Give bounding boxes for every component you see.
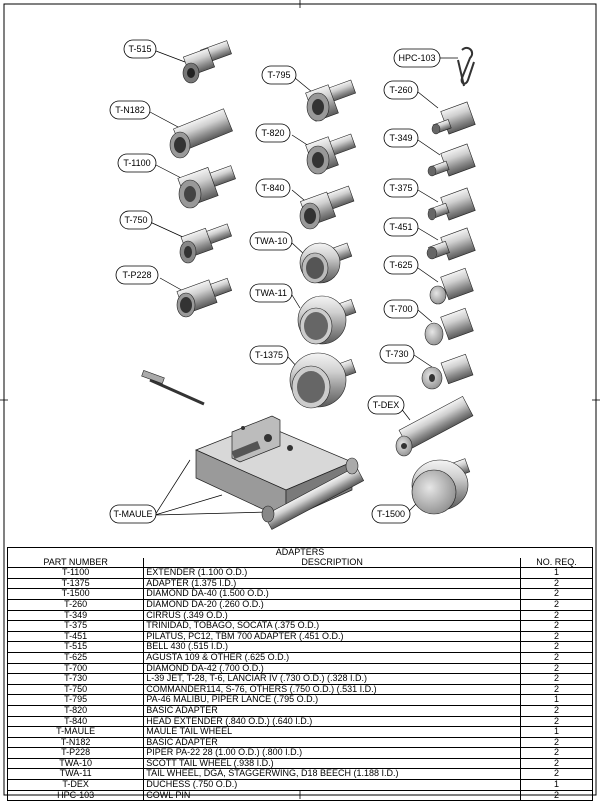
cell-no-req: 2 [520, 705, 592, 716]
cell-part-number: TWA-10 [8, 758, 144, 769]
cell-part-number: T-730 [8, 674, 144, 685]
callout-t820: T-820 [261, 128, 285, 138]
cell-no-req: 2 [520, 621, 592, 632]
cell-part-number: T-515 [8, 642, 144, 653]
cell-no-req: 1 [520, 695, 592, 706]
cell-part-number: T-349 [8, 610, 144, 621]
table-row [8, 610, 593, 621]
cell-no-req: 2 [520, 610, 592, 621]
cell-description: PILATUS, PC12, TBM 700 ADAPTER (.451 O.D.) [144, 631, 521, 642]
cell-description: DUCHESS (.750 O.D.) [144, 780, 521, 791]
part-t795 [306, 80, 356, 121]
callout-t750: T-750 [124, 215, 148, 225]
part-hpc103 [458, 48, 474, 86]
cell-part-number: HPC-103 [8, 790, 144, 801]
part-tn182 [170, 109, 233, 158]
cell-description: SCOTT TAIL WHEEL (.938 I.D.) [144, 758, 521, 769]
part-twa11 [298, 296, 356, 344]
part-t515 [183, 41, 232, 83]
cell-description: CIRRUS (.349 O.D.) [144, 610, 521, 621]
cell-part-number: T-700 [8, 663, 144, 674]
table-body [8, 568, 593, 801]
callout-t451: T-451 [389, 222, 413, 232]
table-row [8, 727, 593, 738]
cell-description: BELL 430 (.515 I.D.) [144, 642, 521, 653]
cell-no-req: 2 [520, 663, 592, 674]
callout-t840: T-840 [261, 183, 285, 193]
callout-tdex: T-DEX [372, 400, 400, 410]
cell-description: TAIL WHEEL, DGA, STAGGERWING, D18 BEECH (1.188 I.D.) [144, 769, 521, 780]
callout-t795: T-795 [267, 70, 291, 80]
callout-t515: T-515 [128, 44, 152, 54]
cell-no-req: 2 [520, 684, 592, 695]
cell-no-req: 2 [520, 748, 592, 759]
cell-no-req: 2 [520, 674, 592, 685]
cell-no-req: 1 [520, 568, 592, 579]
part-tp228 [177, 278, 232, 317]
table-row [8, 599, 593, 610]
table-title: ADAPTERS [8, 548, 593, 558]
callout-t1100: T-1100 [123, 158, 151, 168]
cell-description: PIPER PA-22 28 (1.00 O.D.) (.800 I.D.) [144, 748, 521, 759]
cell-description: AGUSTA 109 & OTHER (.625 O.D.) [144, 652, 521, 663]
callout-t625: T-625 [389, 260, 413, 270]
callout-t260: T-260 [389, 85, 413, 95]
part-t730 [422, 354, 473, 389]
cell-no-req: 2 [520, 758, 592, 769]
part-t700 [425, 308, 473, 345]
cell-part-number: T-451 [8, 631, 144, 642]
callout-t1375: T-1375 [254, 350, 284, 360]
cell-part-number: T-1375 [8, 578, 144, 589]
table-row [8, 705, 593, 716]
callout-t1500: T-1500 [376, 509, 406, 519]
cell-no-req: 1 [520, 727, 592, 738]
cell-description: DIAMOND DA-20 (.260 O.D.) [144, 599, 521, 610]
cell-description: TRINIDAD, TOBAGO, SOCATA (.375 O.D.) [144, 621, 521, 632]
part-t820 [306, 134, 356, 174]
table-row [8, 695, 593, 706]
cell-no-req: 2 [520, 631, 592, 642]
cell-part-number: T-820 [8, 705, 144, 716]
cell-no-req: 2 [520, 642, 592, 653]
cell-description: BASIC ADAPTER [144, 705, 521, 716]
header-no-req: NO. REQ. [520, 558, 592, 568]
cell-no-req: 2 [520, 769, 592, 780]
callout-t375: T-375 [389, 183, 413, 193]
cell-part-number: T-840 [8, 716, 144, 727]
table-row [8, 758, 593, 769]
cell-description: BASIC ADAPTER [144, 737, 521, 748]
cell-no-req: 2 [520, 578, 592, 589]
callout-tmaule: T-MAULE [113, 509, 153, 519]
table-row [8, 684, 593, 695]
cell-description: HEAD EXTENDER (.840 O.D.) (.640 I.D.) [144, 716, 521, 727]
cell-no-req: 2 [520, 790, 592, 801]
table-row [8, 748, 593, 759]
part-t1100 [178, 166, 236, 208]
part-t750 [180, 224, 232, 263]
cell-no-req: 2 [520, 599, 592, 610]
part-t260 [432, 102, 475, 134]
table-row [8, 663, 593, 674]
cell-description: COMMANDER114, S-76, OTHERS (.750 O.D.) (.531 I.D.) [144, 684, 521, 695]
cell-description: DIAMOND DA-42 (.700 O.D.) [144, 663, 521, 674]
table-row [8, 578, 593, 589]
part-t451 [427, 228, 475, 260]
cell-no-req: 2 [520, 589, 592, 600]
header-description: DESCRIPTION [144, 558, 521, 568]
callout-t700: T-700 [389, 304, 413, 314]
part-t375 [428, 188, 475, 220]
cell-description: ADAPTER (1.375 I.D.) [144, 578, 521, 589]
cell-no-req: 1 [520, 780, 592, 791]
table-row [8, 790, 593, 801]
table-row [8, 568, 593, 579]
cell-description: L-39 JET, T-28, T-6, LANCIAR IV (.730 O.D.) (.328 I.D.) [144, 674, 521, 685]
cell-part-number: T-260 [8, 599, 144, 610]
callout-twa10: TWA-10 [254, 236, 288, 246]
part-t625 [430, 268, 473, 304]
table-row [8, 631, 593, 642]
table-row [8, 642, 593, 653]
cell-description: COWL PIN [144, 790, 521, 801]
table-row [8, 652, 593, 663]
callout-tn182: T-N182 [115, 105, 145, 115]
part-tdex [396, 396, 473, 456]
cell-description: MAULE TAIL WHEEL [144, 727, 521, 738]
cell-part-number: TWA-11 [8, 769, 144, 780]
header-part-number: PART NUMBER [8, 558, 144, 568]
cell-part-number: T-625 [8, 652, 144, 663]
cell-part-number: T-P228 [8, 748, 144, 759]
callout-tp228: T-P228 [122, 270, 152, 280]
part-t1500 [412, 459, 470, 514]
cell-part-number: T-375 [8, 621, 144, 632]
table-row [8, 780, 593, 791]
callout-hpc103: HPC-103 [398, 53, 436, 63]
cell-no-req: 2 [520, 737, 592, 748]
table-row [8, 674, 593, 685]
cell-part-number: T-N182 [8, 737, 144, 748]
cell-description: EXTENDER (1.100 O.D.) [144, 568, 521, 579]
cell-part-number: T-1100 [8, 568, 144, 579]
table-row [8, 737, 593, 748]
cell-part-number: T-MAULE [8, 727, 144, 738]
part-t1375 [290, 353, 356, 408]
cell-description: PA-46 MALIBU, PIPER LANCE (.795 O.D.) [144, 695, 521, 706]
cell-part-number: T-795 [8, 695, 144, 706]
table-row [8, 716, 593, 727]
part-t840 [300, 186, 354, 229]
cell-part-number: T-1500 [8, 589, 144, 600]
part-t349 [428, 144, 475, 176]
table-row [8, 769, 593, 780]
cell-part-number: T-DEX [8, 780, 144, 791]
cell-no-req: 2 [520, 716, 592, 727]
adapters-table [7, 547, 593, 801]
table-row [8, 621, 593, 632]
cell-no-req: 2 [520, 652, 592, 663]
part-twa10 [300, 243, 352, 283]
callout-t730: T-730 [385, 349, 409, 359]
cell-part-number: T-750 [8, 684, 144, 695]
cell-description: DIAMOND DA-40 (1.500 O.D.) [144, 589, 521, 600]
callout-twa11: TWA-11 [254, 288, 288, 298]
table-row [8, 589, 593, 600]
callout-t349: T-349 [389, 133, 413, 143]
